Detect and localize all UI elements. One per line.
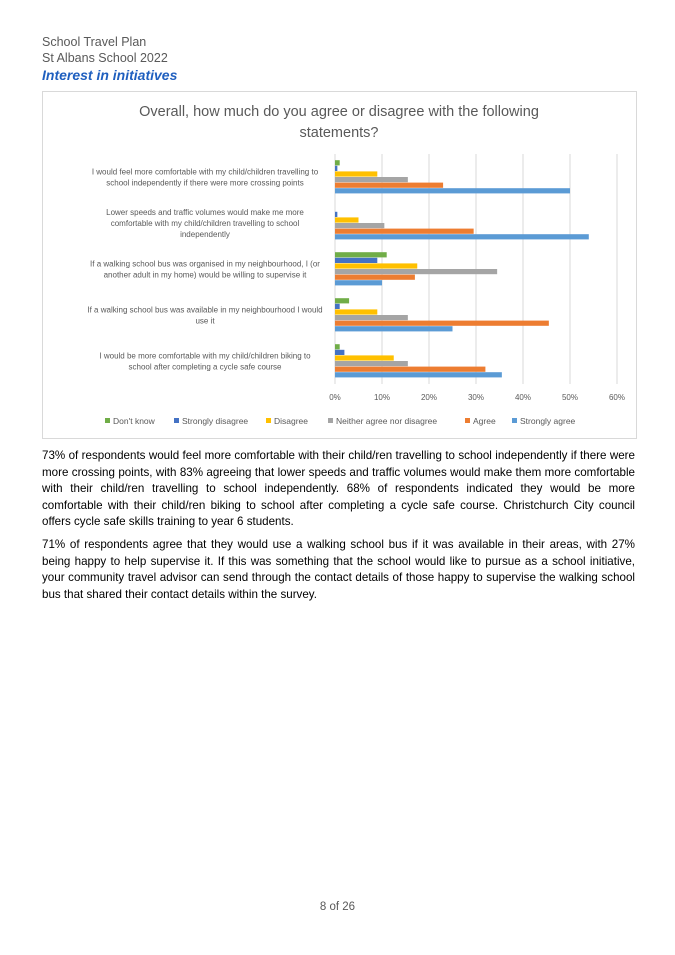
category-label: use it (195, 316, 215, 326)
legend-swatch (174, 418, 179, 423)
agreement-chart (42, 91, 637, 439)
bar (335, 269, 497, 274)
x-tick-label: 0% (329, 393, 341, 402)
category-label: comfortable with my child/children travelling to school (110, 219, 300, 228)
legend-swatch (512, 418, 517, 423)
x-tick-label: 50% (561, 393, 579, 402)
bar (335, 304, 340, 309)
bar (335, 217, 359, 222)
x-tick-label: 60% (608, 393, 626, 402)
bar (335, 234, 589, 239)
category-label: another adult in my home) would be willing to supervise it (103, 270, 307, 280)
bar (335, 309, 377, 314)
bar (335, 280, 382, 285)
body-text (42, 448, 635, 609)
chart-title-line: statements? (299, 125, 379, 141)
legend-label: Disagree (274, 416, 309, 426)
page-number: 8 of 26 (319, 901, 356, 913)
chart-svg (43, 92, 636, 438)
bar (335, 223, 384, 228)
bar (335, 177, 408, 182)
bar (335, 367, 485, 372)
bar (335, 252, 387, 257)
legend-label: Strongly disagree (182, 416, 249, 426)
x-tick-label: 40% (514, 393, 532, 402)
category-label: If a walking school bus was organised in my neighbourhood, I (or (90, 259, 320, 269)
x-tick-label: 30% (467, 393, 485, 402)
category-label: I would be more comfortable with my child/children biking to (99, 351, 311, 361)
bar (335, 212, 337, 217)
bar (335, 326, 453, 331)
legend-swatch (328, 418, 333, 423)
bar (335, 166, 337, 171)
paragraph-1: 73% of respondents would feel more comfortable with their child/ren travelling to school independently if there were more crossing points, with 83% agreeing that lower speeds and traffic volumes would make them more comfortable with their child/ren travelling to school independently. 68% of respondents indicated they would be more comfortable with their child/ren biking to school after completing a cycle safe course. Christchurch City council offers cycle safe skills training to year 6 students. (42, 449, 635, 529)
x-tick-label: 10% (373, 393, 391, 402)
legend-label: Neither agree nor disagree (336, 416, 438, 426)
page-header (42, 34, 177, 84)
category-label: Lower speeds and traffic volumes would make me more (106, 208, 304, 217)
bar (335, 258, 377, 263)
bar (335, 171, 377, 176)
bar (335, 315, 408, 320)
category-label: If a walking school bus was available in my neighbourhood I would (87, 305, 323, 315)
bar (335, 372, 502, 377)
bar (335, 160, 340, 165)
section-heading: Interest in initiatives (42, 67, 178, 83)
bar (335, 355, 394, 360)
legend-label: Don't know (113, 416, 155, 426)
legend-label: Strongly agree (520, 416, 576, 426)
category-label: school after completing a cycle safe course (128, 362, 282, 372)
bar (335, 183, 443, 188)
category-label: I would feel more comfortable with my child/children travelling to (91, 167, 319, 177)
document-title: School Travel Plan (42, 35, 147, 49)
bar (335, 229, 474, 234)
category-label: independently (180, 230, 230, 239)
bar (335, 298, 349, 303)
paragraph-2: 71% of respondents agree that they would use a walking school bus if it was available in their areas, with 27% being happy to help supervise it. If this was something that the school would like to pursue as a school initiative, your community travel advisor can send through the contact details of those happy to supervise the walking school bus that shared their contact details within the survey. (42, 537, 635, 601)
chart-title-line: Overall, how much do you agree or disagree with the following (139, 104, 539, 120)
category-label: school independently if there were more crossing points (106, 178, 304, 188)
bar (335, 350, 344, 355)
bar (335, 361, 408, 366)
bar (335, 263, 417, 268)
legend-swatch (105, 418, 110, 423)
bar (335, 321, 549, 326)
legend-swatch (266, 418, 271, 423)
bar (335, 275, 415, 280)
legend-swatch (465, 418, 470, 423)
bar (335, 188, 570, 193)
bar (335, 344, 340, 349)
x-tick-label: 20% (420, 393, 438, 402)
legend-label: Agree (473, 416, 496, 426)
school-name: St Albans School 2022 (42, 51, 168, 65)
